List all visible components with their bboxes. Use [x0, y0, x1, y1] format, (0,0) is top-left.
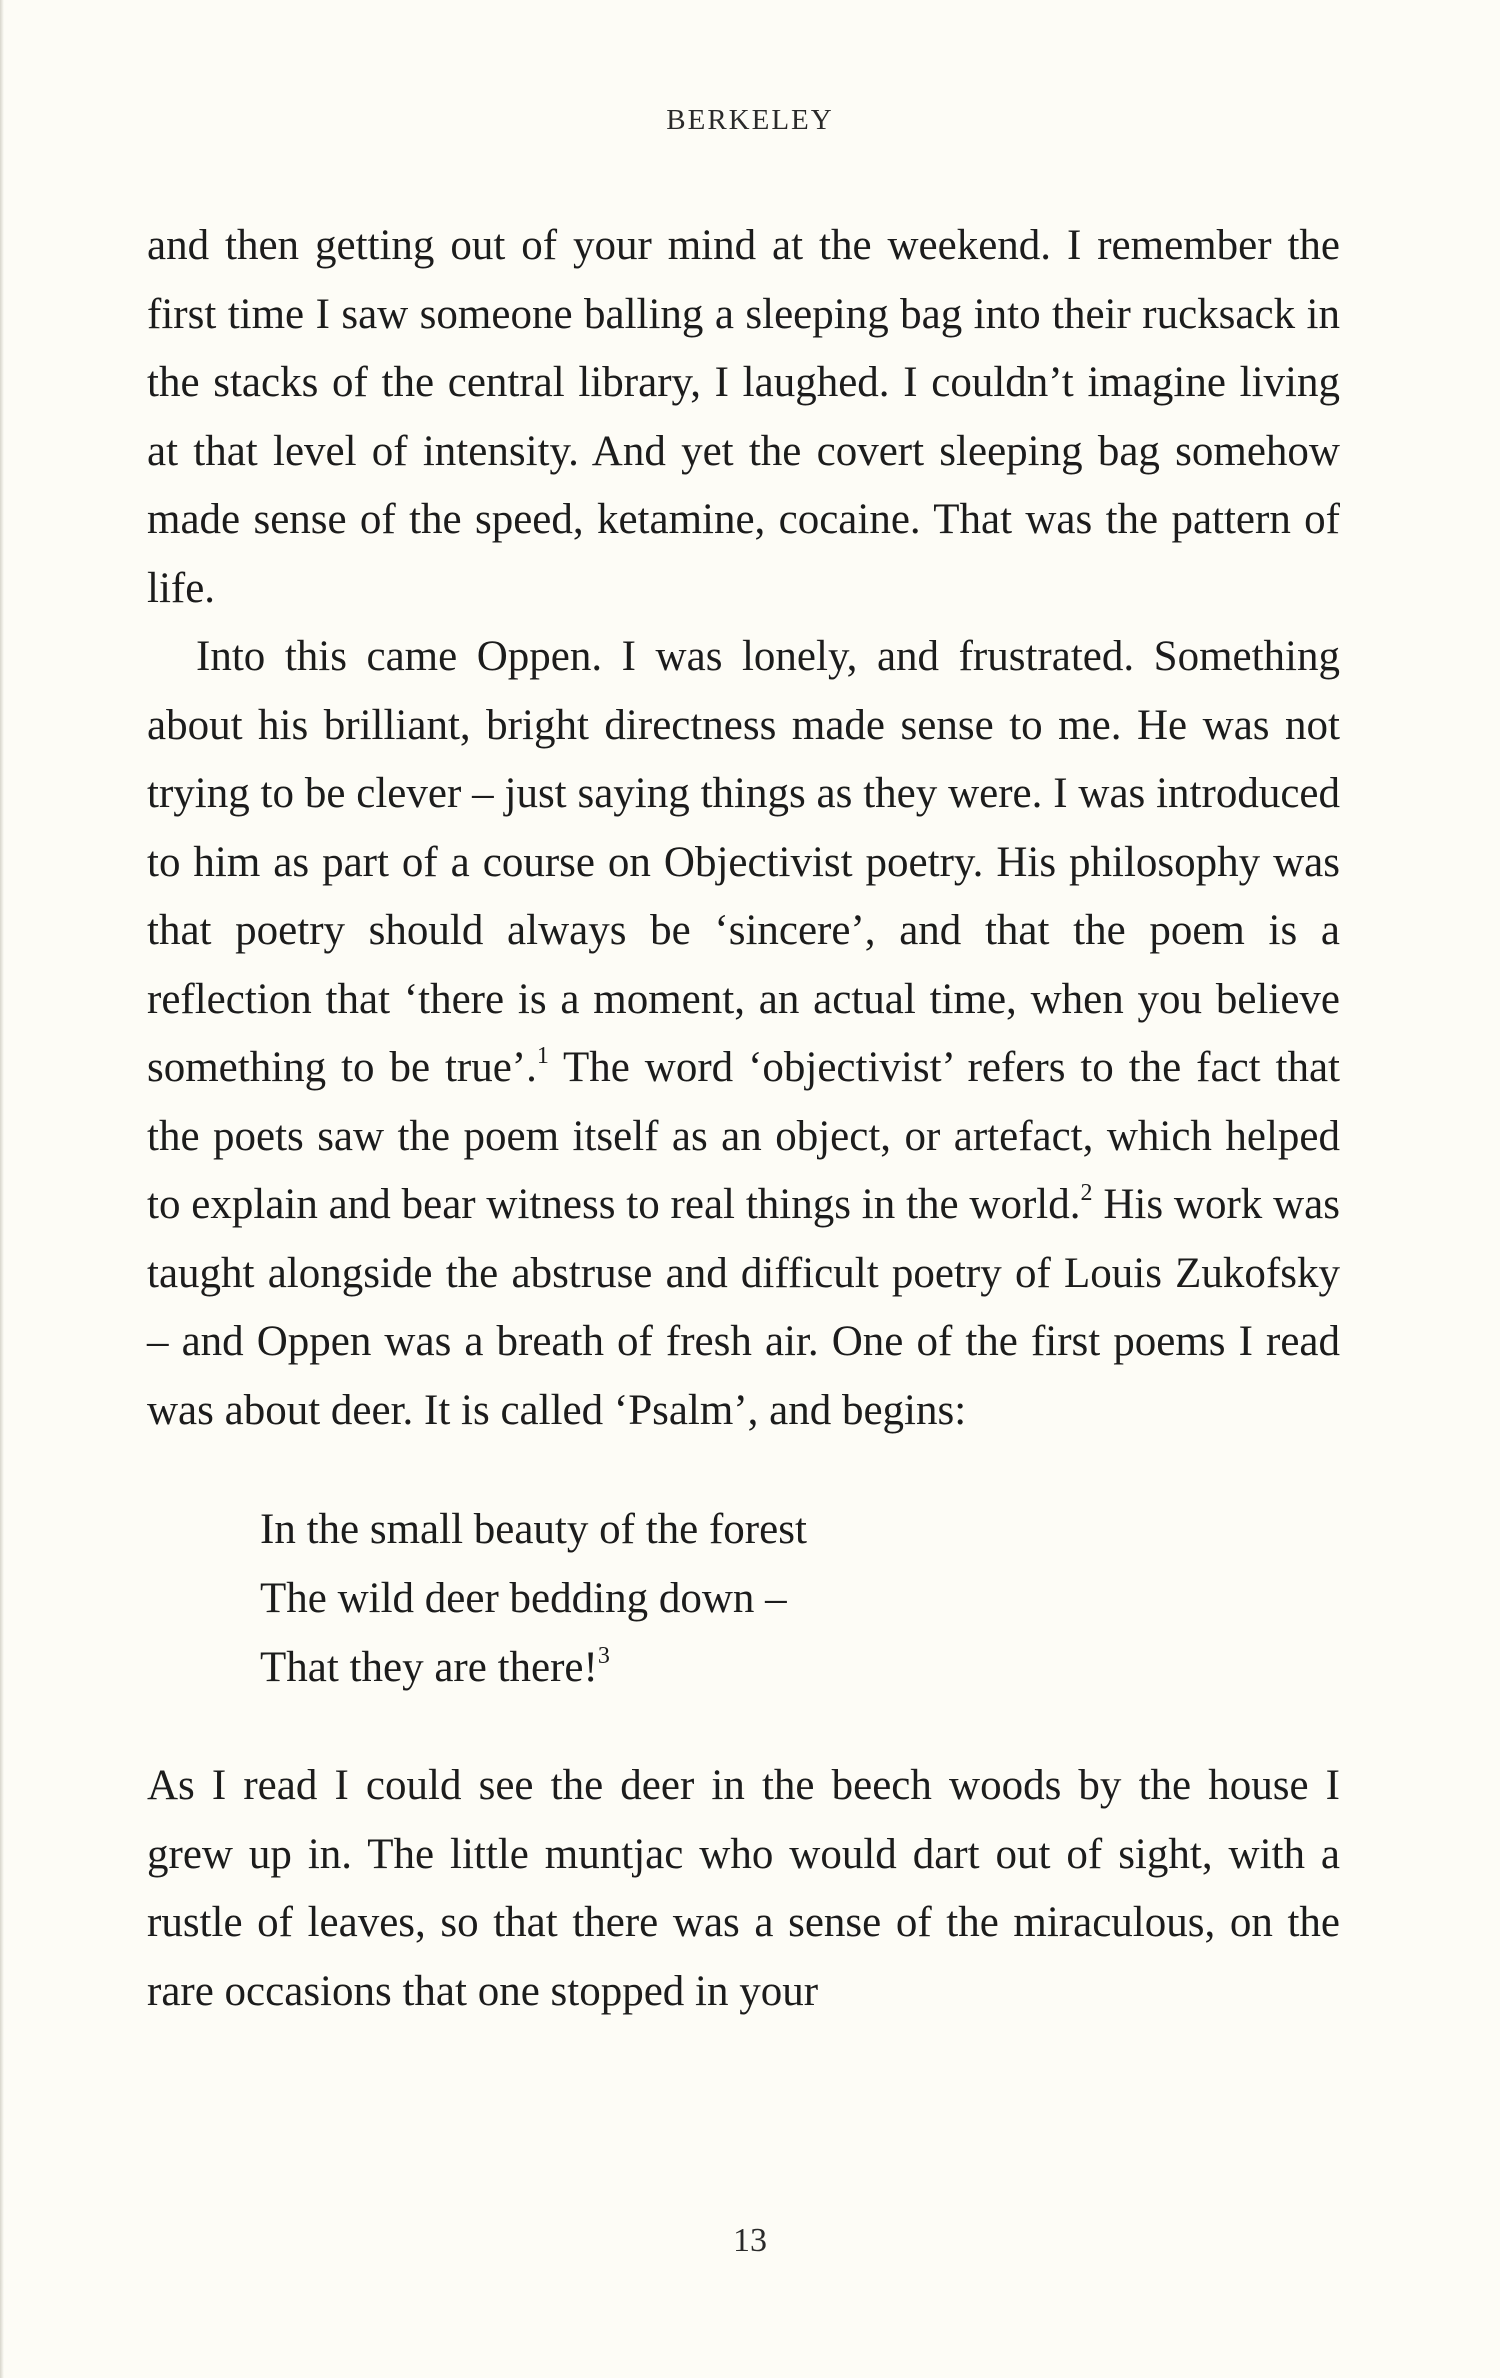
paragraph-2-part-3: His work was taught alongside the abstruse and difficult poetry of Louis Zukofsky – and Oppen was a breath of fresh air. One of the first poems I read was about deer. It is called ‘Psalm’, and begins:	[147, 1181, 1340, 1434]
poem-line-2: The wild deer bedding down –	[260, 1575, 787, 1622]
footnote-ref-1: 1	[536, 1043, 549, 1069]
footnote-ref-3: 3	[597, 1643, 610, 1669]
poem-line-3-text: That they are there!	[260, 1644, 598, 1691]
page-number: 13	[733, 2222, 767, 2259]
poem-quote	[260, 1495, 1340, 1702]
running-head: BERKELEY	[666, 104, 834, 136]
page-edge	[0, 0, 4, 2378]
paragraph-1: and then getting out of your mind at the weekend. I remember the first time I saw someone balling a sleeping bag into their rucksack in the stacks of the central library, I laughed. I couldn’t imagine living at that level of intensity. And yet the covert sleeping bag somehow made sense of the speed, ketamine, cocaine. That was the pattern of life.	[147, 222, 1340, 612]
poem-line-3	[260, 1633, 1340, 1702]
main-text	[147, 212, 1340, 2026]
footnote-ref-2: 2	[1080, 1180, 1093, 1206]
paragraph-2	[147, 623, 1340, 1445]
poem-line-1: In the small beauty of the forest	[260, 1506, 807, 1553]
paragraph-2-part-1: Into this came Oppen. I was lonely, and frustrated. Something about his brilliant, bright directness made sense to me. He was not trying to be clever – just saying things as they were. I was introduced to him as part of a course on Objectivist poetry. His philosophy was that poetry should always be ‘sincere’, and that the poem is a reflection that ‘there is a moment, an actual time, when you believe something to be true’.	[147, 633, 1340, 1091]
paragraph-2-part-2: The word ‘objectivist’ refers to the fact that the poets saw the poem itself as an object, or artefact, which helped to explain and bear witness to real things in the world.	[147, 1044, 1340, 1228]
paragraph-3: As I read I could see the deer in the beech woods by the house I grew up in. The little muntjac who would dart out of sight, with a rustle of leaves, so that there was a sense of the miraculous, on the rare occasions that one stopped in your	[147, 1762, 1340, 2015]
